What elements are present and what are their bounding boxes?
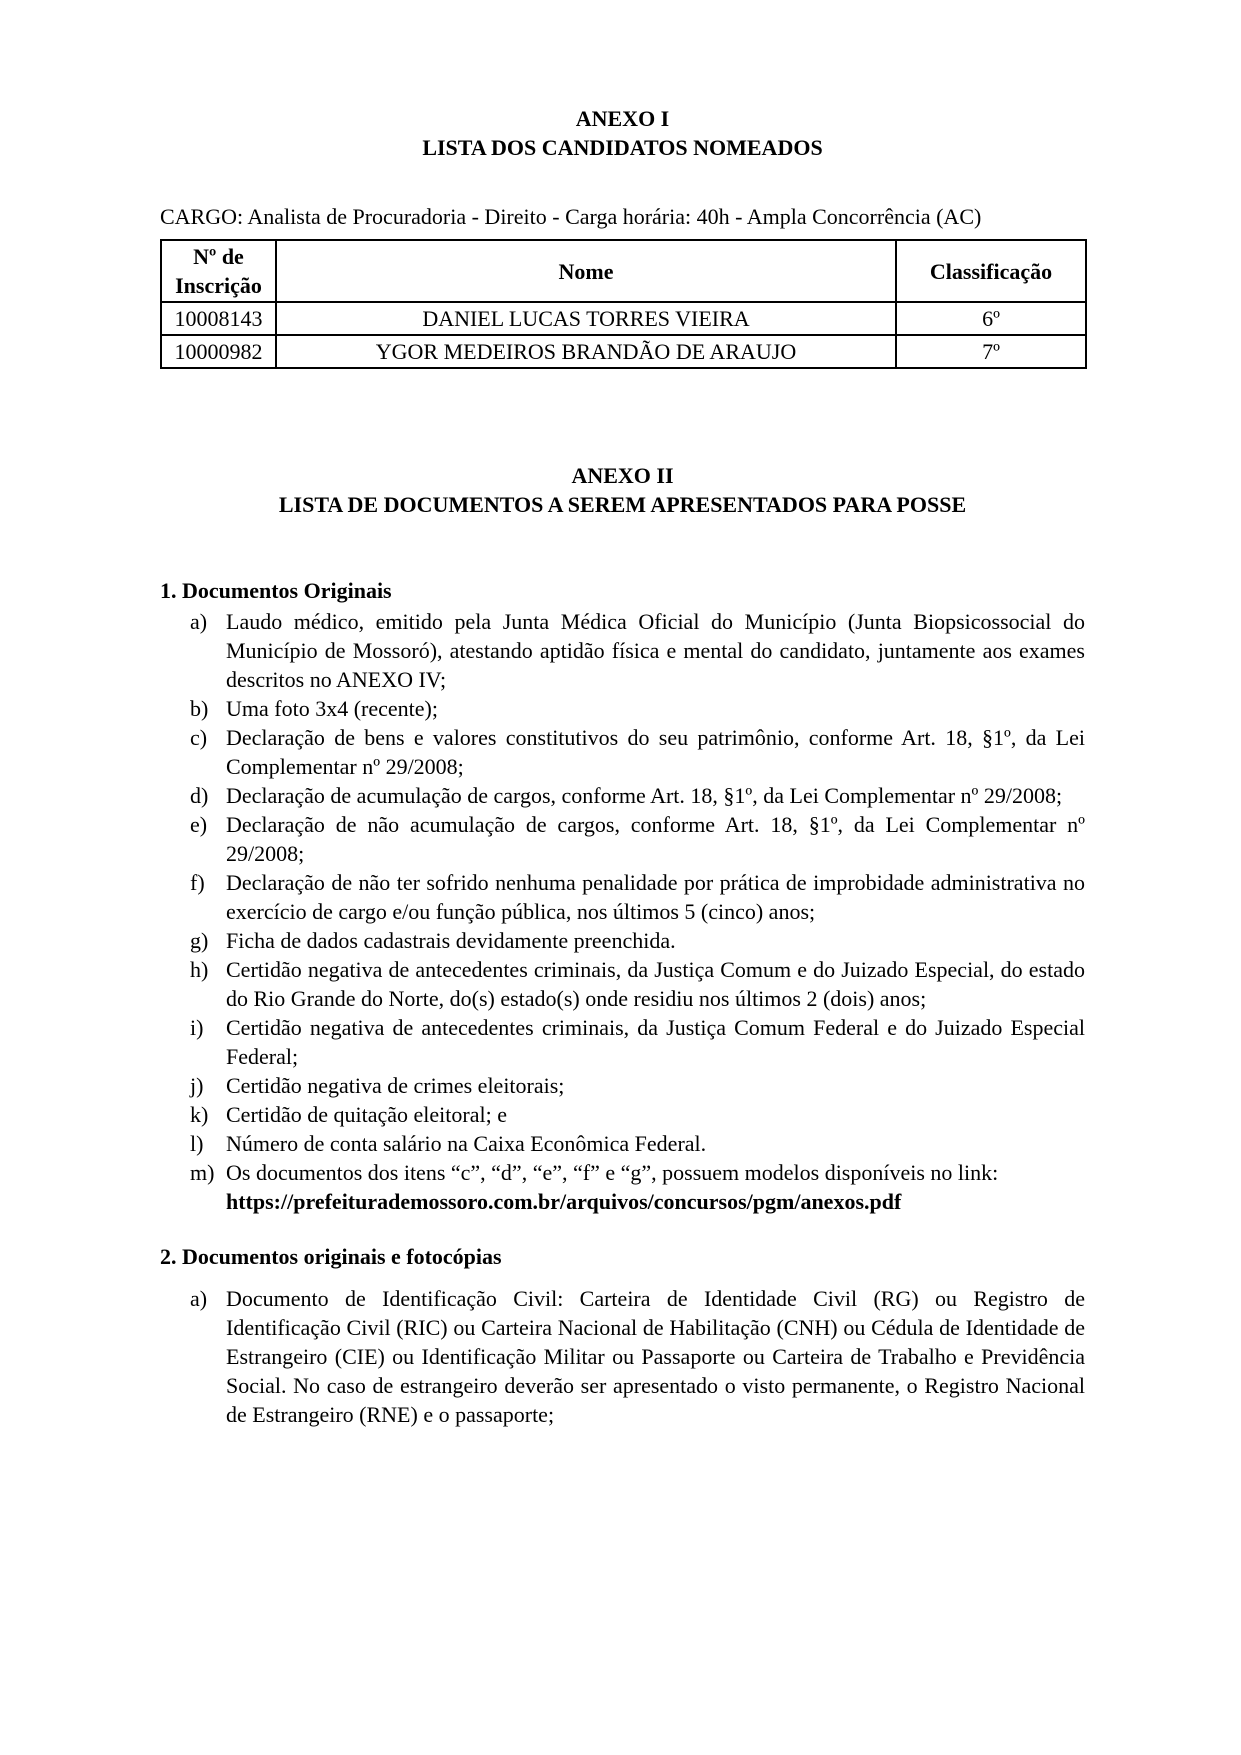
item-label: k) xyxy=(190,1102,209,1127)
item-label: a) xyxy=(190,609,208,634)
table-row xyxy=(161,335,1086,368)
list-item xyxy=(190,810,1085,868)
item-label: f) xyxy=(190,870,205,895)
list-item xyxy=(190,926,1085,955)
item-label: d) xyxy=(190,783,209,808)
item-text: Declaração de acumulação de cargos, conforme Art. 18, §1º, da Lei Complementar nº 29/2008; xyxy=(226,783,1063,808)
item-text: Declaração de não acumulação de cargos, conforme Art. 18, §1º, da Lei Complementar nº 29/2008; xyxy=(226,812,1085,866)
item-label: i) xyxy=(190,1015,204,1040)
cell-nome: YGOR MEDEIROS BRANDÃO DE ARAUJO xyxy=(276,335,896,368)
anexo2-subtitle: LISTA DE DOCUMENTOS A SEREM APRESENTADOS PARA POSSE xyxy=(278,492,967,517)
list-item xyxy=(190,955,1085,1013)
item-text: Número de conta salário na Caixa Econômica Federal. xyxy=(226,1131,707,1156)
item-text: Declaração de não ter sofrido nenhuma penalidade por prática de improbidade administrativa no exercício de cargo e/ou função pública, nos últimos 5 (cinco) anos; xyxy=(226,870,1085,924)
col-header-inscricao: Nº de Inscrição xyxy=(161,240,276,302)
item-label: h) xyxy=(190,957,209,982)
list-item xyxy=(190,1129,1085,1158)
item-text: Uma foto 3x4 (recente); xyxy=(226,696,438,721)
col-header-nome: Nome xyxy=(276,240,896,302)
table-header-row xyxy=(161,240,1086,302)
item-text xyxy=(226,1158,1085,1216)
cell-inscricao: 10000982 xyxy=(161,335,276,368)
candidates-table xyxy=(160,239,1087,369)
item-text: Certidão de quitação eleitoral; e xyxy=(226,1102,507,1127)
item-text: Declaração de bens e valores constitutivos do seu patrimônio, conforme Art. 18, §1º, da Lei Complementar nº 29/2008; xyxy=(226,725,1085,779)
item-label: g) xyxy=(190,928,209,953)
item-label: c) xyxy=(190,725,208,750)
anexo1-title: ANEXO I xyxy=(575,106,670,131)
item-text: Certidão negativa de antecedentes criminais, da Justiça Comum e do Juizado Especial, do estado do Rio Grande do Norte, do(s) estado(s) onde residiu nos últimos 2 (dois) anos; xyxy=(226,957,1085,1011)
item-text: Documento de Identificação Civil: Carteira de Identidade Civil (RG) ou Registro de Identificação Civil (RIC) ou Carteira Nacional de Habilitação (CNH) ou Cédula de Identidade de Estrangeiro (CIE) ou Identificação Militar ou Passaporte ou Carteira de Trabalho e Previdência Social. No caso de estrangeiro deverão ser apresentado o visto permanente, o Registro Nacional de Estrangeiro (RNE) e o passaporte; xyxy=(226,1286,1085,1427)
list-item xyxy=(190,781,1085,810)
documents-list-originais xyxy=(190,607,1085,1216)
item-text: Laudo médico, emitido pela Junta Médica Oficial do Município (Junta Biopsicossocial do Município de Mossoró), atestando aptidão física e mental do candidato, juntamente aos exames descritos no ANEXO IV; xyxy=(226,609,1085,692)
list-item xyxy=(190,868,1085,926)
section2-title: 2. Documentos originais e fotocópias xyxy=(160,1244,502,1269)
cargo-line: CARGO: Analista de Procuradoria - Direito - Carga horária: 40h - Ampla Concorrência (AC) xyxy=(160,204,982,229)
documents-list-fotocopias xyxy=(190,1284,1085,1429)
item-label: j) xyxy=(190,1073,204,1098)
anexo1-subtitle: LISTA DOS CANDIDATOS NOMEADOS xyxy=(422,135,823,160)
item-label: b) xyxy=(190,696,209,721)
cell-nome: DANIEL LUCAS TORRES VIEIRA xyxy=(276,302,896,335)
list-item xyxy=(190,1100,1085,1129)
list-item xyxy=(190,723,1085,781)
item-label: e) xyxy=(190,812,208,837)
list-item xyxy=(190,1284,1085,1429)
section1-title: 1. Documentos Originais xyxy=(160,578,392,603)
list-item xyxy=(190,1071,1085,1100)
list-item xyxy=(190,1013,1085,1071)
cell-inscricao: 10008143 xyxy=(161,302,276,335)
cell-classificacao: 6º xyxy=(896,302,1086,335)
document-link[interactable]: https://prefeiturademossoro.com.br/arquivos/concursos/pgm/anexos.pdf xyxy=(226,1189,902,1214)
list-item xyxy=(190,1158,1085,1216)
item-text: Certidão negativa de antecedentes criminais, da Justiça Comum Federal e do Juizado Especial Federal; xyxy=(226,1015,1085,1069)
item-text: Ficha de dados cadastrais devidamente preenchida. xyxy=(226,928,676,953)
item-label: a) xyxy=(190,1286,208,1311)
item-text-main: Os documentos dos itens “c”, “d”, “e”, “f” e “g”, possuem modelos disponíveis no link: xyxy=(226,1160,999,1185)
anexo2-title: ANEXO II xyxy=(571,463,674,488)
item-text: Certidão negativa de crimes eleitorais; xyxy=(226,1073,565,1098)
item-label: m) xyxy=(190,1160,215,1185)
item-label: l) xyxy=(190,1131,204,1156)
list-item xyxy=(190,694,1085,723)
list-item xyxy=(190,607,1085,694)
table-row xyxy=(161,302,1086,335)
col-header-classificacao: Classificação xyxy=(896,240,1086,302)
cell-classificacao: 7º xyxy=(896,335,1086,368)
